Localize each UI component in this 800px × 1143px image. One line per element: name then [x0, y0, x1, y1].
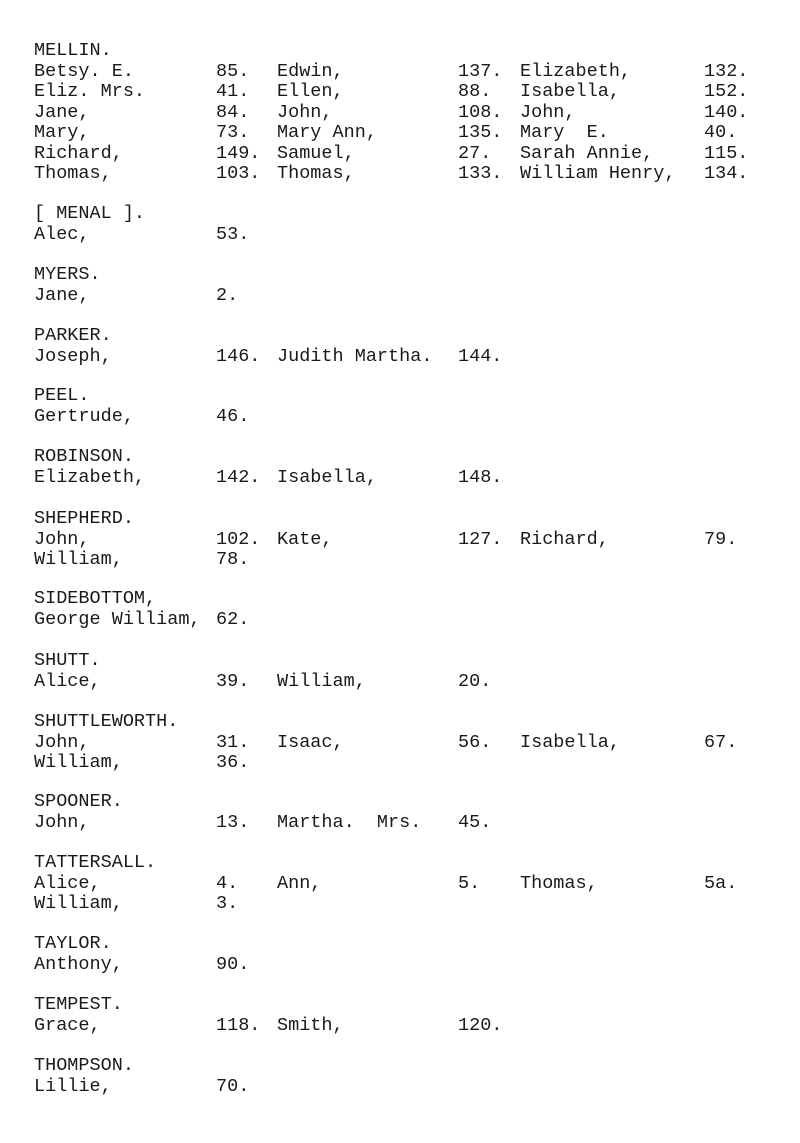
- entry-number: 149.: [216, 142, 261, 164]
- entry-row: [34, 955, 774, 976]
- given-name: John,: [34, 528, 90, 550]
- entry-number: 70.: [216, 1075, 250, 1097]
- family-block-peel: [34, 386, 774, 427]
- entry-row: [34, 610, 774, 631]
- surname-heading: TEMPEST.: [34, 994, 123, 1015]
- entry-row: [34, 82, 774, 103]
- surname-heading: PEEL.: [34, 385, 90, 406]
- entry-row: [34, 286, 774, 307]
- entry-number: 78.: [216, 549, 250, 570]
- entry-number: 46.: [216, 405, 250, 427]
- entry-number: 120.: [458, 1014, 503, 1036]
- entry-number: 148.: [458, 466, 503, 488]
- entry-number: 67.: [704, 731, 738, 753]
- entry-number: 144.: [458, 345, 503, 367]
- given-name: Ellen,: [277, 81, 344, 102]
- surname-heading: ROBINSON.: [34, 446, 134, 467]
- entry-row: [34, 874, 774, 895]
- given-name: Judith Martha.: [277, 345, 433, 367]
- given-name: Isabella,: [277, 466, 377, 488]
- surname-heading: SHUTTLEWORTH.: [34, 711, 179, 732]
- given-name: Ann,: [277, 872, 322, 894]
- given-name: Martha. Mrs.: [277, 811, 422, 833]
- given-name: William,: [34, 752, 123, 773]
- family-block-taylor: [34, 934, 774, 975]
- entry-number: 118.: [216, 1014, 261, 1036]
- given-name: Grace,: [34, 1014, 101, 1036]
- entry-number: 4.: [216, 872, 239, 894]
- family-block-spooner: [34, 792, 774, 833]
- surname-heading: TATTERSALL.: [34, 852, 157, 873]
- entry-number: 133.: [458, 163, 503, 184]
- given-name: William,: [277, 670, 366, 692]
- entry-row: [34, 103, 774, 124]
- entry-number: 39.: [216, 670, 250, 692]
- family-block-shepherd: [34, 509, 774, 571]
- given-name: John,: [34, 811, 90, 833]
- entry-number: 36.: [216, 752, 250, 773]
- given-name: Kate,: [277, 528, 333, 550]
- family-block-menal: [34, 204, 774, 245]
- entry-row: [34, 1016, 774, 1037]
- entry-number: 152.: [704, 81, 749, 102]
- given-name: Alice,: [34, 670, 101, 692]
- given-name: George William,: [34, 608, 201, 630]
- entry-number: 53.: [216, 223, 250, 245]
- surname-heading: SPOONER.: [34, 791, 123, 812]
- entry-number: 132.: [704, 60, 749, 82]
- surname-heading: MYERS.: [34, 264, 101, 285]
- entry-row: [34, 753, 774, 774]
- entry-row: [34, 733, 774, 754]
- given-name: John,: [34, 731, 90, 753]
- entry-row: [34, 468, 774, 489]
- given-name: Isabella,: [520, 731, 620, 753]
- given-name: Thomas,: [34, 163, 112, 184]
- entry-number: 41.: [216, 81, 250, 102]
- entry-row: [34, 813, 774, 834]
- given-name: Anthony,: [34, 953, 123, 975]
- entry-number: 85.: [216, 60, 250, 82]
- surname-heading: MELLIN.: [34, 40, 112, 61]
- entry-number: 73.: [216, 122, 250, 143]
- given-name: Gertrude,: [34, 405, 134, 427]
- entry-number: 90.: [216, 953, 250, 975]
- given-name: Edwin,: [277, 60, 344, 82]
- family-block-thompson: [34, 1056, 774, 1097]
- entry-number: 13.: [216, 811, 250, 833]
- entry-number: 45.: [458, 811, 492, 833]
- entry-row: [34, 894, 774, 915]
- given-name: Joseph,: [34, 345, 112, 367]
- surname-heading: THOMPSON.: [34, 1055, 134, 1076]
- given-name: Smith,: [277, 1014, 344, 1036]
- entry-number: 5a.: [704, 872, 738, 894]
- given-name: Elizabeth,: [34, 466, 146, 488]
- given-name: Eliz. Mrs.: [34, 81, 146, 102]
- entry-row: [34, 407, 774, 428]
- entry-row: [34, 550, 774, 571]
- surname-heading: PARKER.: [34, 325, 112, 346]
- surname-heading: SHEPHERD.: [34, 508, 134, 529]
- family-block-tattersall: [34, 853, 774, 915]
- entry-number: 142.: [216, 466, 261, 488]
- given-name: Thomas,: [277, 163, 355, 184]
- entry-number: 134.: [704, 163, 749, 184]
- given-name: Jane,: [34, 101, 90, 123]
- family-block-robinson: [34, 447, 774, 488]
- entry-number: 115.: [704, 142, 749, 164]
- entry-number: 27.: [458, 142, 492, 164]
- family-block-shutt: [34, 651, 774, 692]
- entry-row: [34, 672, 774, 693]
- entry-row: [34, 530, 774, 551]
- family-block-parker: [34, 326, 774, 367]
- entry-number: 62.: [216, 608, 250, 630]
- entry-number: 84.: [216, 101, 250, 123]
- given-name: Alec,: [34, 223, 90, 245]
- entry-row: [34, 347, 774, 368]
- entry-number: 3.: [216, 893, 239, 914]
- surname-heading: [ MENAL ].: [34, 203, 146, 224]
- given-name: Alice,: [34, 872, 101, 894]
- given-name: Thomas,: [520, 872, 598, 894]
- family-block-myers: [34, 265, 774, 306]
- entry-row: [34, 62, 774, 83]
- entry-row: [34, 123, 774, 144]
- family-block-tempest: [34, 995, 774, 1036]
- entry-number: 31.: [216, 731, 250, 753]
- entry-number: 140.: [704, 101, 749, 123]
- given-name: Elizabeth,: [520, 60, 632, 82]
- given-name: Richard,: [34, 142, 123, 164]
- given-name: William,: [34, 549, 123, 570]
- entry-number: 88.: [458, 81, 492, 102]
- family-block-shuttleworth: [34, 712, 774, 774]
- given-name: Mary,: [34, 122, 90, 143]
- entry-number: 135.: [458, 122, 503, 143]
- entry-number: 103.: [216, 163, 261, 184]
- entry-number: 79.: [704, 528, 738, 550]
- given-name: Isabella,: [520, 81, 620, 102]
- given-name: William Henry,: [520, 163, 676, 184]
- surname-heading: TAYLOR.: [34, 933, 112, 954]
- given-name: Mary E.: [520, 122, 609, 143]
- entry-number: 102.: [216, 528, 261, 550]
- given-name: John,: [520, 101, 576, 123]
- entry-number: 2.: [216, 284, 239, 306]
- given-name: Jane,: [34, 284, 90, 306]
- given-name: Richard,: [520, 528, 609, 550]
- given-name: Lillie,: [34, 1075, 112, 1097]
- given-name: Samuel,: [277, 142, 355, 164]
- family-block-mellin: [34, 41, 774, 185]
- surname-heading: SHUTT.: [34, 650, 101, 671]
- entry-number: 127.: [458, 528, 503, 550]
- entry-number: 40.: [704, 122, 738, 143]
- given-name: Betsy. E.: [34, 60, 134, 82]
- entry-number: 20.: [458, 670, 492, 692]
- entry-row: [34, 164, 774, 185]
- surname-heading: SIDEBOTTOM,: [34, 588, 157, 609]
- given-name: Mary Ann,: [277, 122, 377, 143]
- given-name: John,: [277, 101, 333, 123]
- entry-number: 137.: [458, 60, 503, 82]
- entry-number: 5.: [458, 872, 481, 894]
- given-name: Sarah Annie,: [520, 142, 654, 164]
- family-block-sidebottom: [34, 589, 774, 630]
- entry-number: 146.: [216, 345, 261, 367]
- entry-row: [34, 1077, 774, 1098]
- entry-row: [34, 225, 774, 246]
- given-name: Isaac,: [277, 731, 344, 753]
- entry-row: [34, 144, 774, 165]
- given-name: William,: [34, 893, 123, 914]
- entry-number: 56.: [458, 731, 492, 753]
- entry-number: 108.: [458, 101, 503, 123]
